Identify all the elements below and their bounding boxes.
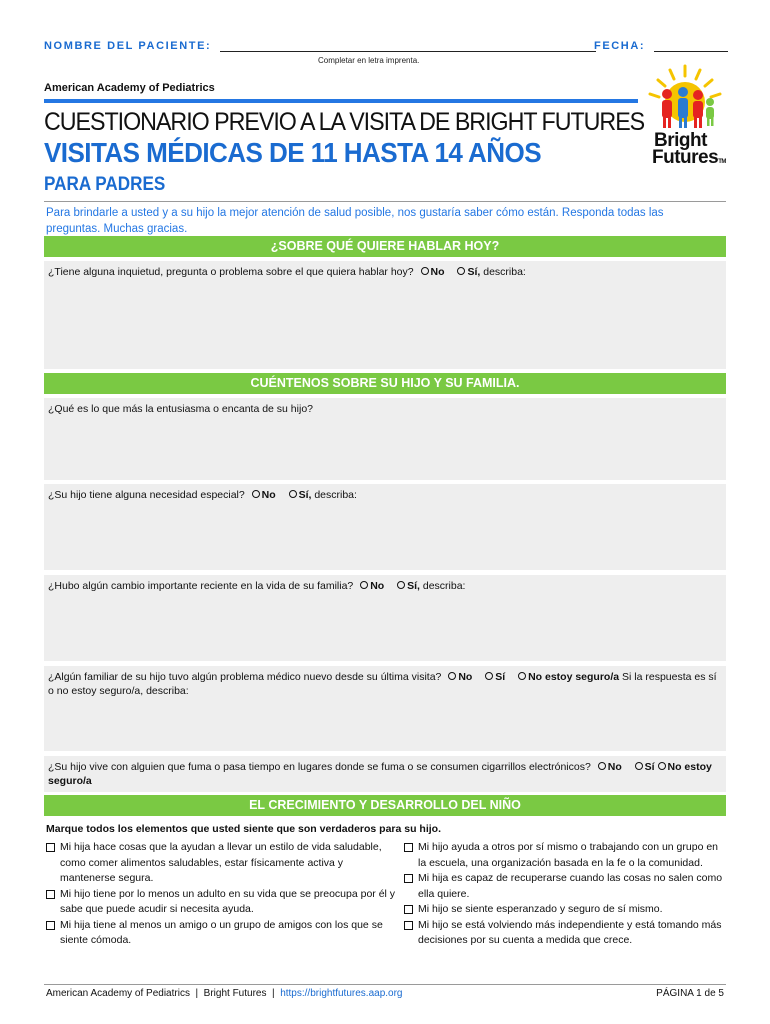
radio-yes[interactable] xyxy=(289,490,297,498)
question-smoking: ¿Su hijo vive con alguien que fuma o pasa tiempo en lugares donde se fuma o se consumen cigarrillos electrónicos? xyxy=(48,761,591,773)
answer-box-concerns[interactable] xyxy=(44,261,726,369)
patient-header xyxy=(44,40,728,56)
section-heading-development: EL CRECIMIENTO Y DESARROLLO DEL NIÑO xyxy=(44,795,726,816)
answer-box-medical-problem[interactable] xyxy=(44,666,726,751)
answer-box-special-needs[interactable] xyxy=(44,484,726,570)
checkbox[interactable] xyxy=(404,921,413,930)
option-unsure-label: No estoy seguro/a xyxy=(48,761,712,787)
intro-text: Para brindarle a usted y a su hijo la mejor atención de salud posible, nos gustaría saber cómo están. Responda todas las preguntas. Muchas gracias. xyxy=(46,207,664,235)
patient-name-label: NOMBRE DEL PACIENTE: xyxy=(44,40,212,52)
describe-if-yes-label: Si la respuesta es sí o no estoy seguro/a, describa: xyxy=(48,671,717,697)
radio-unsure[interactable] xyxy=(518,672,526,680)
radio-yes[interactable] xyxy=(635,762,643,770)
checklist-item-text: Mi hija es capaz de recuperarse cuando las cosas no salen como ella quiere. xyxy=(418,872,723,900)
option-yes-label: Sí, xyxy=(407,580,420,592)
option-yes-label: Sí, xyxy=(467,266,481,278)
option-yes-label: Sí xyxy=(495,671,506,683)
logo-text-futures: Futures xyxy=(652,147,719,168)
radio-yes[interactable] xyxy=(397,581,405,589)
bright-futures-logo xyxy=(640,64,730,176)
option-no-label: No xyxy=(430,266,445,278)
page-footer xyxy=(44,984,726,999)
checkbox[interactable] xyxy=(404,905,413,914)
option-no-label: No xyxy=(370,580,385,592)
question-special-needs: ¿Su hijo tiene alguna necesidad especial? xyxy=(48,489,245,501)
answer-box-smoking[interactable] xyxy=(44,756,726,792)
section-heading-family: CUÉNTENOS SOBRE SU HIJO Y SU FAMILIA. xyxy=(44,373,726,394)
question-family-change: ¿Hubo algún cambio importante reciente en la vida de su familia? xyxy=(48,580,354,592)
date-label: FECHA: xyxy=(594,40,646,52)
date-field[interactable] xyxy=(654,51,728,52)
checklist-item-text: Mi hijo tiene por lo menos un adulto en su vida que se preocupa por él y sabe que puede acudir si necesita ayuda. xyxy=(60,887,396,915)
radio-yes[interactable] xyxy=(457,267,465,275)
organization-name: American Academy of Pediatrics xyxy=(44,82,215,94)
checkbox[interactable] xyxy=(46,921,55,930)
checklist-item-text: Mi hija tiene al menos un amigo o un grupo de amigos con los que se siente cómoda. xyxy=(60,918,383,946)
gray-divider xyxy=(44,201,726,202)
option-yes-label: Sí xyxy=(644,761,655,773)
answer-box-enthusiasm[interactable] xyxy=(44,398,726,480)
checklist-item-text: Mi hija hace cosas que la ayudan a llevar un estilo de vida saludable, como comer alimentos saludables, estar físicamente activa y mantenerse segura. xyxy=(60,841,382,884)
describe-label: describa: xyxy=(480,266,526,278)
checkbox[interactable] xyxy=(46,843,55,852)
question-medical-problem: ¿Algún familiar de su hijo tuvo algún problema médico nuevo desde su última visita? xyxy=(48,671,442,683)
checkbox[interactable] xyxy=(404,874,413,883)
question-enthusiasm: ¿Qué es lo que más la entusiasma o encanta de su hijo? xyxy=(48,403,313,415)
checklist-right-column xyxy=(404,840,726,949)
blue-divider xyxy=(44,99,638,103)
radio-no[interactable] xyxy=(448,672,456,680)
checklist-item[interactable] xyxy=(46,840,396,887)
checkbox[interactable] xyxy=(404,843,413,852)
option-no-label: No xyxy=(458,671,473,683)
checklist-item[interactable] xyxy=(404,918,726,949)
checklist-instruction: Marque todos los elementos que usted siente que son verdaderos para su hijo. xyxy=(46,823,442,835)
radio-no[interactable] xyxy=(360,581,368,589)
checklist-item-text: Mi hijo se está volviendo más independiente y está tomando más decisiones por su cuenta a medida que crece. xyxy=(418,918,722,946)
checklist-item[interactable] xyxy=(404,871,726,902)
radio-no[interactable] xyxy=(252,490,260,498)
checklist-item[interactable] xyxy=(404,840,726,871)
logo-trademark: TM xyxy=(718,159,726,165)
answer-box-family-change[interactable] xyxy=(44,575,726,661)
checkbox[interactable] xyxy=(46,890,55,899)
checklist-item[interactable] xyxy=(46,918,396,949)
option-no-label: No xyxy=(607,761,622,773)
radio-no[interactable] xyxy=(421,267,429,275)
option-unsure-label: No estoy seguro/a xyxy=(528,671,620,683)
footer-link[interactable]: https://brightfutures.aap.org xyxy=(280,988,403,999)
checklist-item[interactable] xyxy=(46,887,396,918)
radio-no[interactable] xyxy=(598,762,606,770)
section-heading-topics: ¿SOBRE QUÉ QUIERE HABLAR HOY? xyxy=(44,236,726,257)
option-yes-label: Sí, xyxy=(298,489,312,501)
page-number: PÁGINA 1 de 5 xyxy=(656,988,724,999)
question-concerns: ¿Tiene alguna inquietud, pregunta o problema sobre el que quiera hablar hoy? xyxy=(48,266,414,278)
radio-unsure[interactable] xyxy=(658,762,666,770)
checklist-item-text: Mi hijo ayuda a otros por sí mismo o trabajando con un grupo en la escuela, una organización basada en la fe o la comunidad. xyxy=(418,841,719,869)
patient-name-field[interactable] xyxy=(220,51,596,52)
describe-label: describa: xyxy=(311,489,357,501)
describe-label: describa: xyxy=(419,580,466,592)
checklist-item-text: Mi hijo se siente esperanzado y seguro de sí mismo. xyxy=(418,903,663,915)
audience-title: PARA PADRES xyxy=(44,174,166,195)
radio-yes[interactable] xyxy=(485,672,493,680)
footer-org: American Academy of Pediatrics | Bright Futures | xyxy=(46,988,281,999)
form-subtitle: VISITAS MÉDICAS DE 11 HASTA 14 AÑOS xyxy=(44,137,542,168)
form-title: CUESTIONARIO PREVIO A LA VISITA DE BRIGHT FUTURES xyxy=(44,108,645,136)
checklist-item[interactable] xyxy=(404,902,726,918)
checklist-left-column xyxy=(46,840,396,949)
option-no-label: No xyxy=(261,489,276,501)
logo-text-bright: Bright xyxy=(654,130,707,151)
print-hint: Completar en letra imprenta. xyxy=(318,56,420,65)
